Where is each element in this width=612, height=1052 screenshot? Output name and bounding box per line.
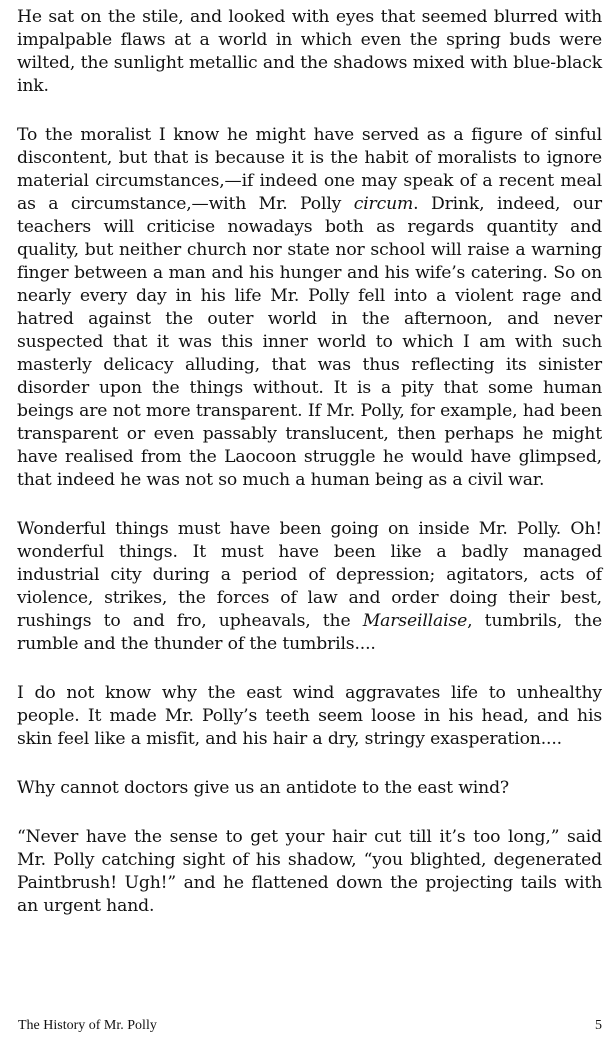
paragraph-1-text: He sat on the stile, and looked with eyes that seemed blurred with impalpable flaws at a world in which even the spring buds were wilted, the sunlight metallic and the shadows mixed with blue-black ink. [17,7,602,96]
paragraph-5-text: Why cannot doctors give us an antidote to the east wind? [17,778,509,798]
page-footer [18,1018,602,1038]
body-text [17,6,602,944]
paragraph-2-text-b: . Drink, indeed, our teachers will criticise nowadays both as regards quantity and quality, but neither church nor state nor school will raise a warning finger between a man and his hunger and his wife’s catering. So on nearly every day in his life Mr. Polly fell into a violent rage and hatred against the outer world in the afternoon, and never suspected that it was this inner world to which I am with such masterly delicacy alluding, that was thus reflecting its sinister disorder upon the things without. It is a pity that some human beings are not more transparent. If Mr. Polly, for example, had been transparent or even passably translucent, then perhaps he might have realised from the Laocoon struggle he would have glimpsed, that indeed he was not so much a human being as a civil war. [17,194,602,490]
paragraph-6-text: “Never have the sense to get your hair cut till it’s too long,” said Mr. Polly catching sight of his shadow, “you blighted, degenerated Paintbrush! Ugh!” and he flattened down the projecting tails with an urgent hand. [17,827,602,916]
paragraph-6 [17,826,602,918]
footer-book-title: The History of Mr. Polly [18,1018,157,1033]
paragraph-3 [17,518,602,656]
paragraph-3-text-a: Wonderful things must have been going on inside Mr. Polly. Oh! wonderful things. It must have been like a badly managed industrial city during a period of depression; agitators, acts of violence, strikes, the forces of law and order doing their best, rushings to and fro, upheavals, the [17,519,602,631]
paragraph-1 [17,6,602,98]
paragraph-3-text-b: , tumbrils, the rumble and the thunder of the tumbrils.... [17,611,603,654]
page-number: 5 [595,1018,602,1033]
paragraph-4-text: I do not know why the east wind aggravates life to unhealthy people. It made Mr. Polly’s teeth seem loose in his head, and his skin feel like a misfit, and his hair a dry, stringy exasperation.... [17,683,602,749]
paragraph-5 [17,777,602,800]
paragraph-2-text-a: To the moralist I know he might have served as a figure of sinful discontent, but that is because it is the habit of moralists to ignore material circumstances,—if indeed one may speak of a recent meal as a circumstance,—with Mr. Polly [17,125,602,214]
paragraph-4 [17,682,602,751]
paragraph-2-italic-circum: circum [353,194,414,214]
paragraph-3-italic-marseillaise: Marseillaise [362,611,468,631]
paragraph-2 [17,124,602,492]
